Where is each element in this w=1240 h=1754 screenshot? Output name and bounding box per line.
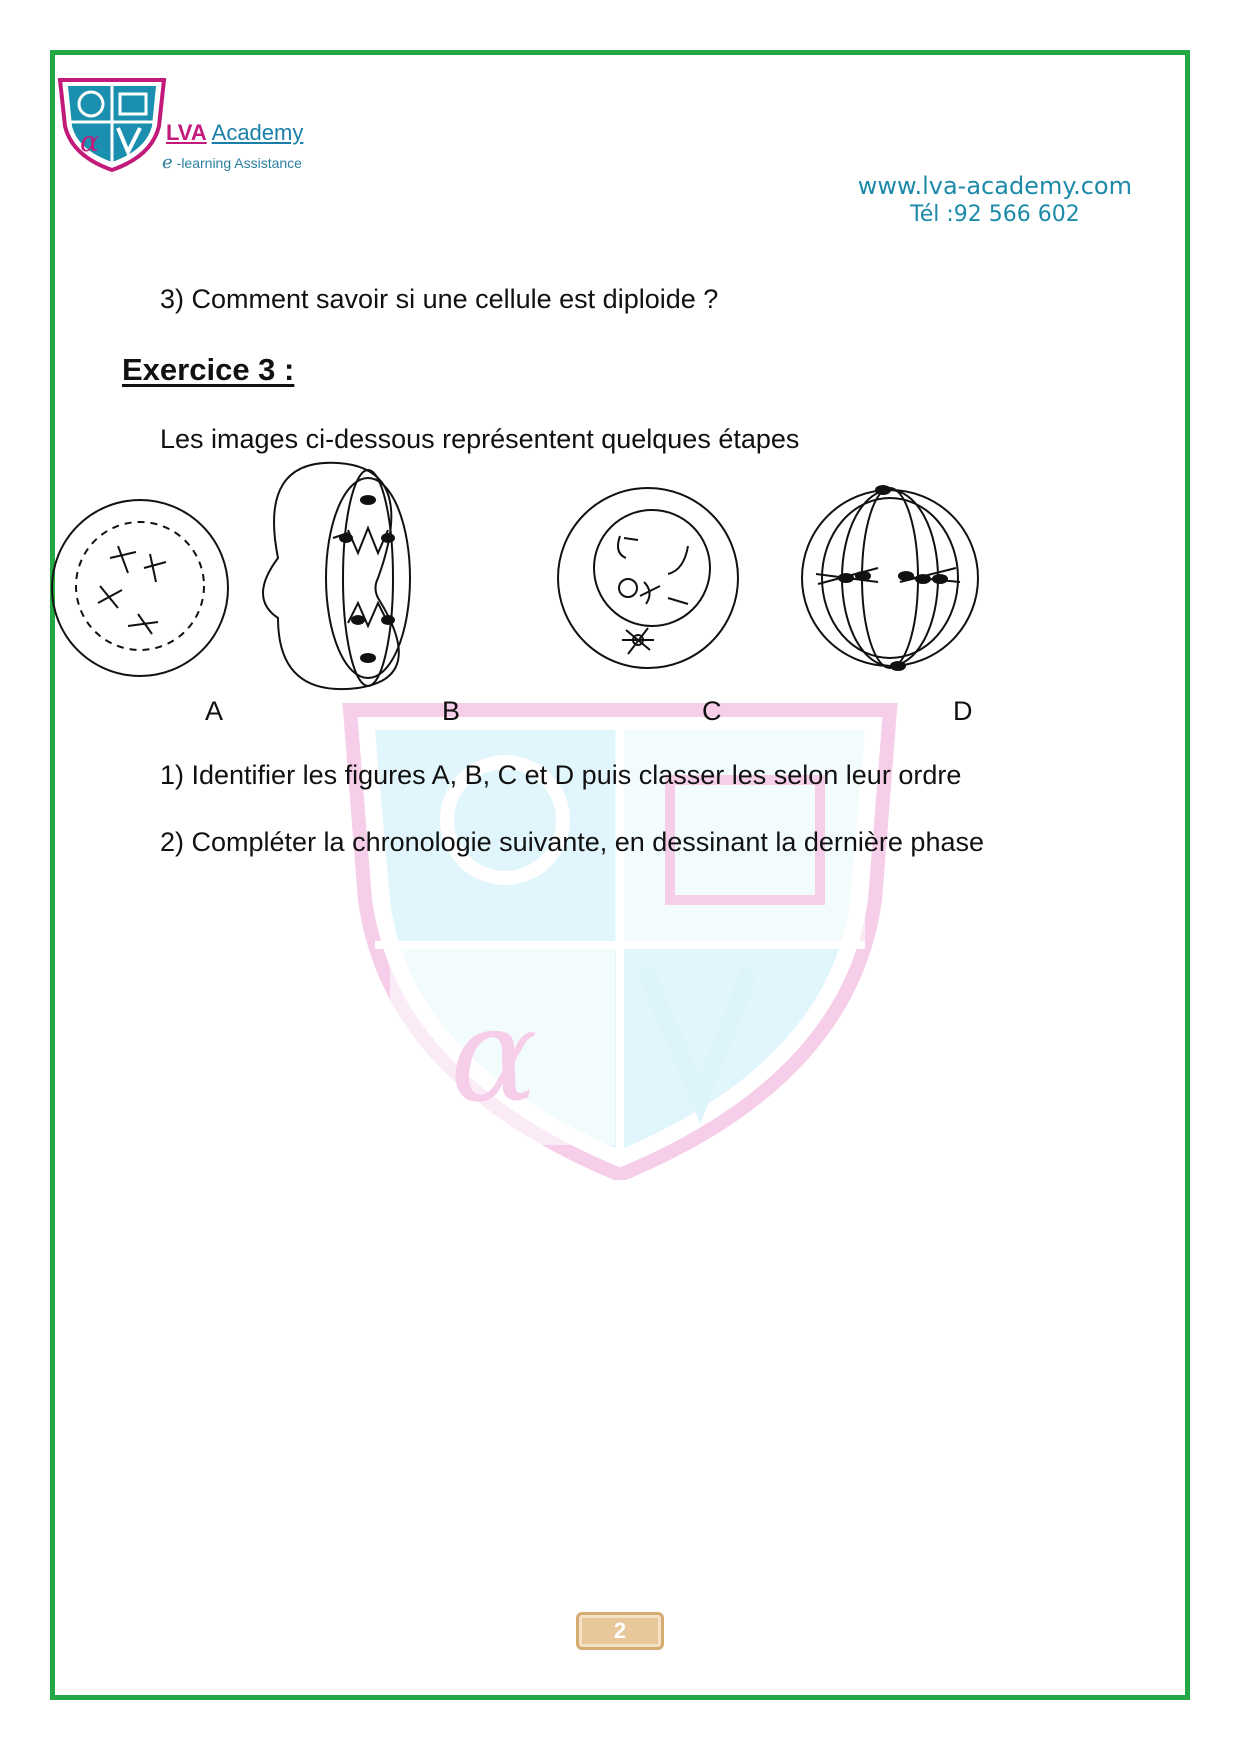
question-2: 2) Compléter la chronologie suivante, en dessinant la dernière phase — [160, 827, 985, 857]
question-3: 3) Comment savoir si une cellule est diploide ? — [160, 284, 719, 314]
page-number: 2 — [613, 1618, 627, 1643]
figure-a-drawing — [52, 500, 228, 676]
brand-tagline — [162, 152, 302, 173]
phone-number: Tél :92 566 602 — [910, 202, 1080, 227]
figure-d-drawing — [802, 486, 978, 670]
mitosis-figures — [48, 458, 1008, 698]
page-number-badge — [576, 1612, 664, 1650]
website-link[interactable]: www.lva-academy.com — [857, 172, 1132, 200]
brand-lva: LVA — [166, 120, 207, 145]
exercise-intro: Les images ci-dessous représentent quelques étapes — [160, 424, 800, 454]
lva-logo — [56, 76, 168, 172]
figure-label-c: C — [702, 696, 722, 726]
figure-label-d: D — [953, 696, 973, 726]
figure-b-drawing — [263, 463, 410, 689]
brand-academy: Academy — [211, 120, 304, 145]
tagline-e: e — [162, 152, 173, 173]
brand-name — [166, 120, 303, 146]
figure-c-drawing — [558, 488, 738, 668]
figure-label-a: A — [205, 696, 224, 726]
question-1: 1) Identifier les figures A, B, C et D puis classer les selon leur ordre — [160, 760, 962, 790]
exercise-title: Exercice 3 : — [122, 352, 295, 387]
svg-text:α: α — [450, 979, 538, 1131]
contact-block — [858, 172, 1132, 227]
svg-text:α: α — [80, 125, 99, 158]
tagline-text: -learning Assistance — [176, 155, 302, 171]
figure-label-b: B — [442, 696, 461, 726]
